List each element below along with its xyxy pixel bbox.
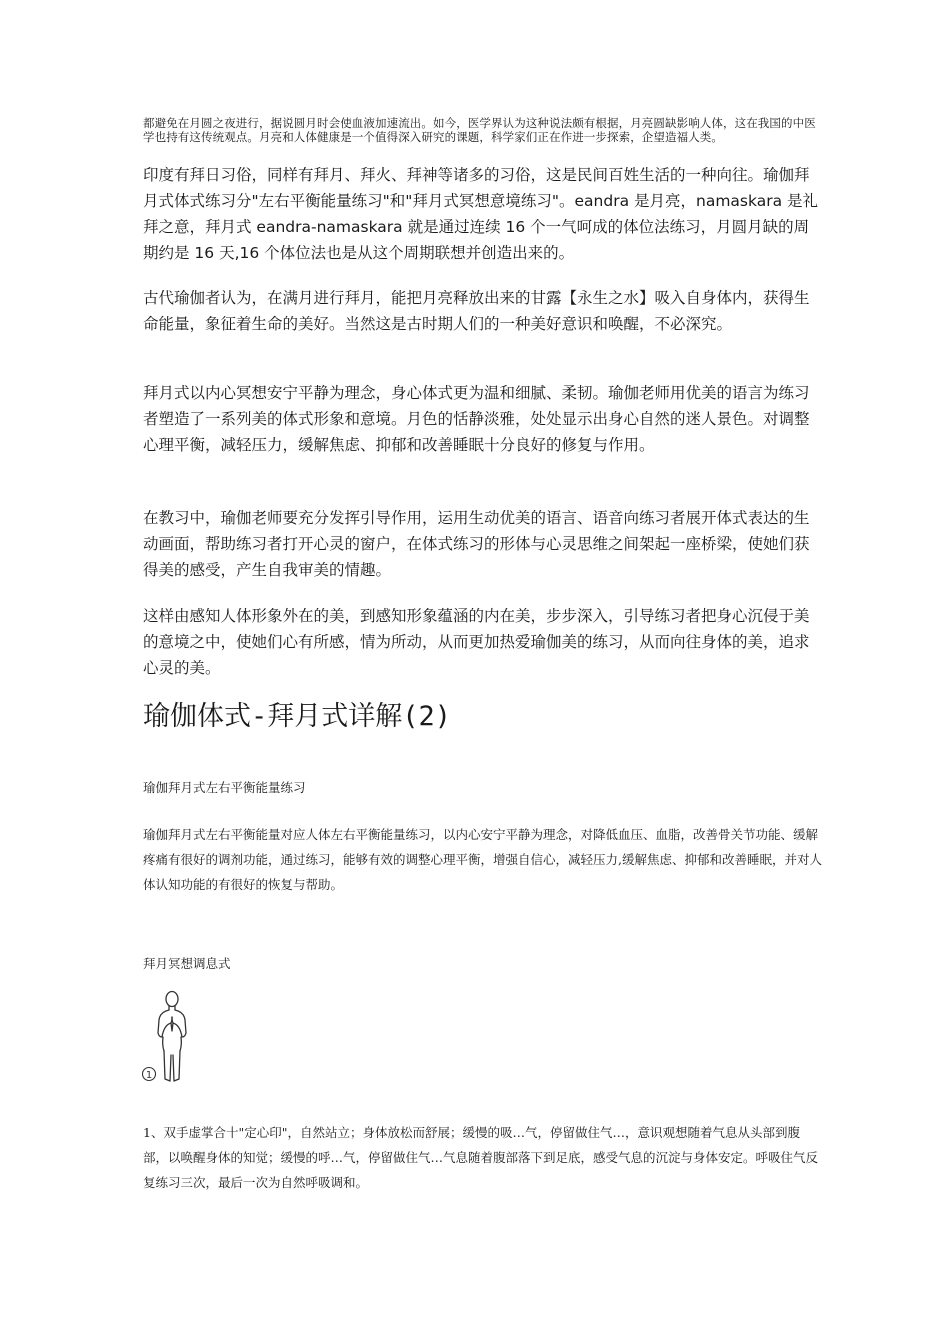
paragraph-5: 这样由感知人体形象外在的美，到感知形象蕴涵的内在美，步步深入，引导练习者把身心沉侵于美的意境之中，使她们心有所感，情为所动，从而更加热爱瑜伽美的练习，从而向往身体的美，追求心灵的美。 [143,607,810,677]
paragraph-1: 印度有拜日习俗，同样有拜月、拜火、拜神等诸多的习俗，这是民间百姓生活的一种向往。瑜伽拜月式体式练习分"左右平衡能量练习"和"拜月式冥想意境练习"。eandra 是月亮，namaskara 是礼拜之意，拜月式 eandra-namaskara 就是通过连续 16 个一气呵成的体位法练习，月圆月缺的周期约是 16 天,16 个体位法也是从这个周期联想并创造出来的。 [143,166,819,262]
paragraph-4: 在教习中，瑜伽老师要充分发挥引导作用，运用生动优美的语言、语音向练习者展开体式表达的生动画面，帮助练习者打开心灵的窗户，在体式练习的形体与心灵思维之间架起一座桥梁，使她们获得美的感受，产生自我审美的情趣。 [143,509,810,579]
pose-title: 拜月冥想调息式 [143,956,231,971]
paragraph-3: 拜月式以内心冥想安宁平静为理念，身心体式更为温和细腻、柔韧。瑜伽老师用优美的语言为练习者塑造了一系列美的体式形象和意境。月色的恬静淡雅，处处显示出身心自然的迷人景色。对调整心理平衡，减轻压力，缓解焦虑、抑郁和改善睡眠十分良好的修复与作用。 [143,384,810,454]
subheading: 瑜伽拜月式左右平衡能量练习 [143,780,306,795]
intro-paragraph: 都避免在月圆之夜进行，据说圆月时会使血液加速流出。如今，医学界认为这种说法颇有根据，月亮圆缺影响人体，这在我国的中医学也持有这传统观点。月亮和人体健康是一个值得深入研究的课题，科学家们正在作进一步探索，企望造福人类。 [143,116,816,144]
section-paragraph: 瑜伽拜月式左右平衡能量对应人体左右平衡能量练习，以内心安宁平静为理念，对降低血压、血脂，改善骨关节功能、缓解疼痛有很好的调剂功能，通过练习，能够有效的调整心理平衡，增强自信心，减轻压力,缓解焦虑、抑郁和改善睡眠，并对人体认知功能的有很好的恢复与帮助。 [143,827,822,892]
standing-prayer-pose-figure-icon [138,987,198,1087]
paragraph-2: 古代瑜伽者认为，在满月进行拜月，能把月亮释放出来的甘露【永生之水】吸入自身体内，获得生命能量，象征着生命的美好。当然这是古时期人们的一种美好意识和唤醒，不必深究。 [143,289,810,333]
step-1-paragraph: 1、双手虚掌合十"定心印"，自然站立；身体放松而舒展；缓慢的吸…气，停留做住气…，意识观想随着气息从头部到腹部，以唤醒身体的知觉；缓慢的呼…气，停留做住气…气息随着腹部落下到足底，感受气息的沉淀与身体安定。呼吸住气反复练习三次，最后一次为自然呼吸调和。 [143,1125,819,1190]
section-heading: 瑜伽体式-拜月式详解(2) [143,701,452,732]
figure-number-label: 1 [145,1070,153,1081]
